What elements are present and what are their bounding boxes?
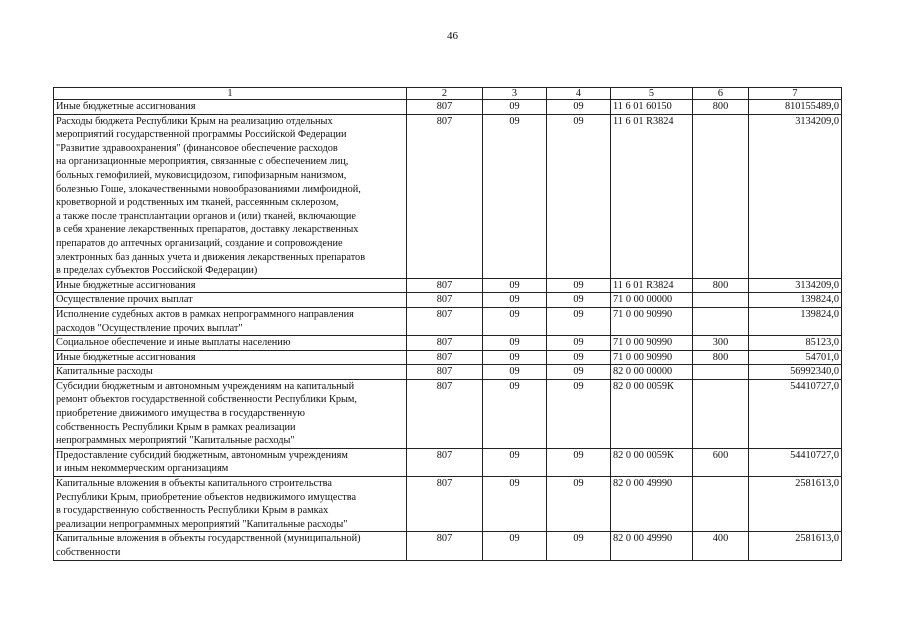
row-code-4-cell: 09 [547, 307, 611, 335]
header-cell: 7 [749, 88, 842, 100]
row-code-3-cell: 09 [483, 477, 547, 532]
row-code-4-cell: 09 [547, 100, 611, 115]
row-code-2-cell: 807 [407, 532, 483, 560]
header-cell: 4 [547, 88, 611, 100]
row-amount-cell: 810155489,0 [749, 100, 842, 115]
row-code-3-cell: 09 [483, 350, 547, 365]
table-row [54, 365, 842, 380]
row-amount-cell: 56992340,0 [749, 365, 842, 380]
row-code-3-cell: 09 [483, 278, 547, 293]
row-code-2-cell: 807 [407, 336, 483, 351]
row-code-3-cell: 09 [483, 532, 547, 560]
table-row [54, 532, 842, 560]
row-description-cell: Осуществление прочих выплат [54, 293, 407, 308]
row-code-5-cell: 82 0 00 49990 [611, 477, 693, 532]
row-code-2-cell: 807 [407, 278, 483, 293]
row-code-6-cell: 800 [693, 100, 749, 115]
row-amount-cell: 139824,0 [749, 293, 842, 308]
row-code-3-cell: 09 [483, 448, 547, 476]
row-code-6-cell [693, 365, 749, 380]
row-code-6-cell: 600 [693, 448, 749, 476]
row-code-2-cell: 807 [407, 350, 483, 365]
row-code-6-cell [693, 293, 749, 308]
row-amount-cell: 54410727,0 [749, 379, 842, 448]
row-code-2-cell: 807 [407, 293, 483, 308]
row-code-5-cell: 82 0 00 49990 [611, 532, 693, 560]
row-amount-cell: 3134209,0 [749, 114, 842, 278]
row-code-4-cell: 09 [547, 350, 611, 365]
row-description-cell: Социальное обеспечение и иные выплаты населению [54, 336, 407, 351]
table-row [54, 350, 842, 365]
table-row [54, 336, 842, 351]
row-description-cell: Расходы бюджета Республики Крым на реализацию отдельных мероприятий государственной программы Российской Федерации "Развитие здравоохранения" (финансовое обеспечение расходов на организационные мероприятия, связанные с обеспечением лиц, больных гемофилией, муковисцидозом, гипофизарным нанизмом, болезнью Гоше, злокачественными новообразованиями лимфоидной, кроветворной и родственных им тканей, рассеянным склерозом, а также после трансплантации органов и (или) тканей, включающие в себя хранение лекарственных препаратов, доставку лекарственных препаратов до аптечных организаций, создание и сопровождение электронных баз данных учета и движения лекарственных препаратов в пределах субъектов Российской Федерации) [54, 114, 407, 278]
row-code-2-cell: 807 [407, 477, 483, 532]
header-cell: 3 [483, 88, 547, 100]
row-code-5-cell: 11 6 01 R3824 [611, 114, 693, 278]
header-cell: 5 [611, 88, 693, 100]
row-description-cell: Иные бюджетные ассигнования [54, 100, 407, 115]
table-row [54, 307, 842, 335]
row-code-6-cell [693, 307, 749, 335]
row-description-cell: Капитальные вложения в объекты государственной (муниципальной) собственности [54, 532, 407, 560]
row-amount-cell: 85123,0 [749, 336, 842, 351]
row-code-2-cell: 807 [407, 448, 483, 476]
row-description-cell: Капитальные вложения в объекты капитального строительства Республики Крым, приобретение объектов недвижимого имущества в государственную собственность Республики Крым в рамках реализации непрограммных мероприятий "Капитальные расходы" [54, 477, 407, 532]
row-description-cell: Иные бюджетные ассигнования [54, 350, 407, 365]
row-code-2-cell: 807 [407, 307, 483, 335]
row-description-cell: Иные бюджетные ассигнования [54, 278, 407, 293]
row-code-6-cell [693, 379, 749, 448]
row-description-cell: Капитальные расходы [54, 365, 407, 380]
table-header-row [54, 88, 842, 100]
row-code-4-cell: 09 [547, 448, 611, 476]
row-code-6-cell [693, 114, 749, 278]
row-code-4-cell: 09 [547, 293, 611, 308]
row-code-3-cell: 09 [483, 307, 547, 335]
header-cell: 2 [407, 88, 483, 100]
row-code-3-cell: 09 [483, 336, 547, 351]
row-amount-cell: 139824,0 [749, 307, 842, 335]
row-code-4-cell: 09 [547, 477, 611, 532]
row-code-5-cell: 71 0 00 90990 [611, 336, 693, 351]
budget-table [53, 87, 842, 561]
table-row [54, 100, 842, 115]
table-row [54, 293, 842, 308]
row-code-4-cell: 09 [547, 365, 611, 380]
row-code-5-cell: 82 0 00 0059К [611, 379, 693, 448]
row-code-6-cell [693, 477, 749, 532]
row-code-5-cell: 82 0 00 0059К [611, 448, 693, 476]
row-code-3-cell: 09 [483, 100, 547, 115]
row-description-cell: Предоставление субсидий бюджетным, автономным учреждениям и иным некоммерческим организациям [54, 448, 407, 476]
row-code-6-cell: 300 [693, 336, 749, 351]
row-code-5-cell: 71 0 00 00000 [611, 293, 693, 308]
budget-table-body [54, 88, 842, 561]
table-row [54, 114, 842, 278]
table-row [54, 379, 842, 448]
table-row [54, 278, 842, 293]
row-code-2-cell: 807 [407, 114, 483, 278]
row-code-5-cell: 11 6 01 60150 [611, 100, 693, 115]
row-amount-cell: 54701,0 [749, 350, 842, 365]
row-code-6-cell: 400 [693, 532, 749, 560]
row-code-4-cell: 09 [547, 336, 611, 351]
page-number: 46 [447, 30, 458, 42]
row-description-cell: Субсидии бюджетным и автономным учреждениям на капитальный ремонт объектов государственной собственности Республики Крым, приобретение движимого имущества в государственную собственность Республики Крым в рамках реализации непрограммных мероприятий "Капитальные расходы" [54, 379, 407, 448]
row-code-5-cell: 11 6 01 R3824 [611, 278, 693, 293]
row-amount-cell: 2581613,0 [749, 477, 842, 532]
header-cell: 6 [693, 88, 749, 100]
row-code-5-cell: 82 0 00 00000 [611, 365, 693, 380]
row-amount-cell: 3134209,0 [749, 278, 842, 293]
row-code-4-cell: 09 [547, 532, 611, 560]
table-row [54, 477, 842, 532]
table-row [54, 448, 842, 476]
row-amount-cell: 54410727,0 [749, 448, 842, 476]
row-code-3-cell: 09 [483, 365, 547, 380]
row-code-6-cell: 800 [693, 278, 749, 293]
row-description-cell: Исполнение судебных актов в рамках непрограммного направления расходов "Осуществление прочих выплат" [54, 307, 407, 335]
row-code-4-cell: 09 [547, 379, 611, 448]
row-code-4-cell: 09 [547, 114, 611, 278]
row-code-2-cell: 807 [407, 379, 483, 448]
header-cell: 1 [54, 88, 407, 100]
row-code-3-cell: 09 [483, 114, 547, 278]
row-code-5-cell: 71 0 00 90990 [611, 307, 693, 335]
row-code-3-cell: 09 [483, 293, 547, 308]
row-amount-cell: 2581613,0 [749, 532, 842, 560]
row-code-3-cell: 09 [483, 379, 547, 448]
row-code-2-cell: 807 [407, 365, 483, 380]
row-code-4-cell: 09 [547, 278, 611, 293]
row-code-2-cell: 807 [407, 100, 483, 115]
row-code-5-cell: 71 0 00 90990 [611, 350, 693, 365]
row-code-6-cell: 800 [693, 350, 749, 365]
